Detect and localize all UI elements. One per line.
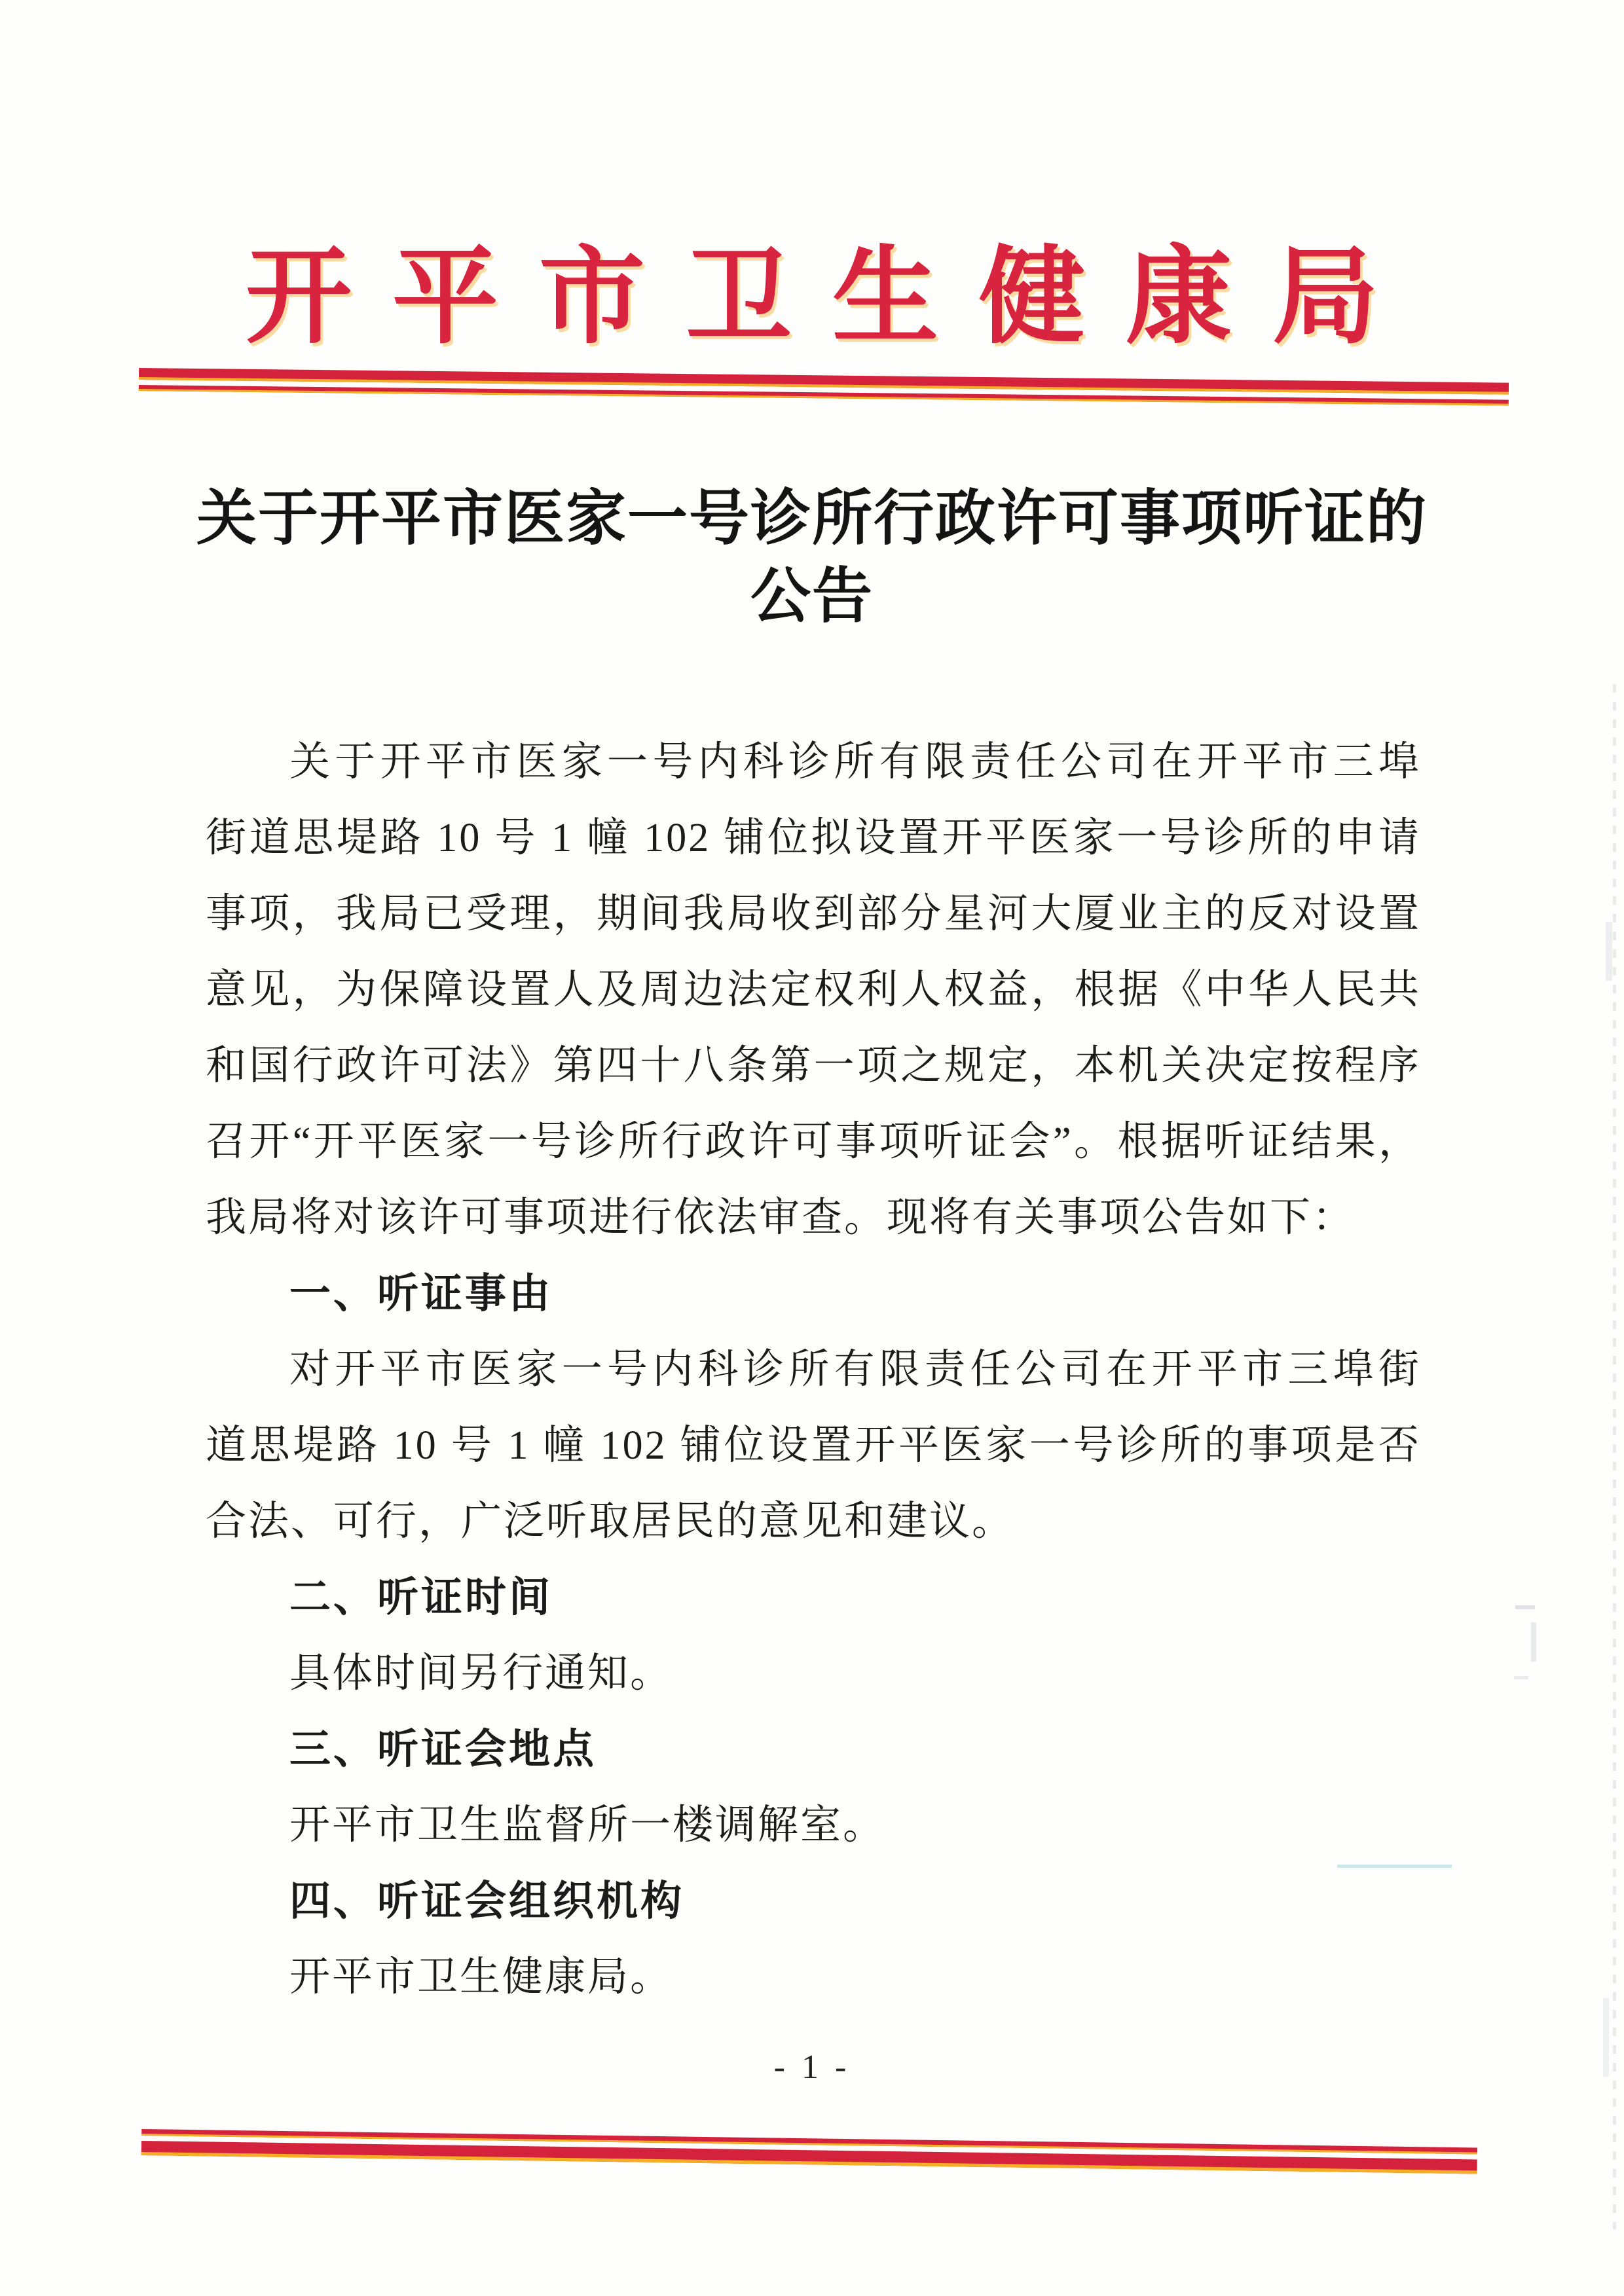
footer-separator-rule	[141, 2129, 1477, 2174]
paragraph-line: 开平市卫生健康局。	[289, 1955, 673, 1999]
scan-artifact	[1606, 922, 1612, 981]
paragraph-line: 事项，我局已受理，期间我局收到部分星河大厦业主的反对设置	[206, 892, 1421, 936]
paragraph-line: 合法、可行，广泛听取居民的意见和建议。	[206, 1499, 1015, 1544]
scan-artifact	[1531, 1622, 1536, 1662]
paragraph-line: 道思堤路 10 号 1 幢 102 铺位设置开平医家一号诊所的事项是否	[206, 1423, 1421, 1468]
document-title-line2: 公告	[750, 563, 874, 630]
paragraph-line: 召开“开平医家一号诊所行政许可事项听证会”。根据听证结果，	[206, 1120, 1421, 1164]
section-heading-2: 二、听证时间	[289, 1575, 553, 1620]
paragraph-line: 我局将对该许可事项进行依法审查。现将有关事项公告如下：	[206, 1195, 1356, 1240]
scan-artifact-edge-noise	[1613, 684, 1616, 2229]
agency-masthead	[0, 239, 1624, 358]
section-heading-4: 四、听证会组织机构	[289, 1878, 684, 1924]
section-heading-3: 三、听证会地点	[289, 1726, 597, 1772]
agency-masthead-title: 开平市卫生健康局	[246, 240, 1419, 357]
paragraph-line: 和国行政许可法》第四十八条第一项之规定，本机关决定按程序	[206, 1044, 1421, 1088]
paragraph-line: 意见，为保障设置人及周边法定权利人权益，根据《中华人民共	[206, 968, 1421, 1012]
scan-artifact	[1515, 1605, 1535, 1609]
paragraph-line: 街道思堤路 10 号 1 幢 102 铺位拟设置开平医家一号诊所的申请	[206, 816, 1421, 860]
paragraph-line: 开平市卫生监督所一楼调解室。	[289, 1803, 886, 1848]
document-body	[206, 724, 1421, 2015]
document-title-line1: 关于开平市医家一号诊所行政许可事项听证的	[196, 485, 1428, 552]
section-heading-1: 一、听证事由	[289, 1271, 553, 1317]
paragraph-line: 对开平市医家一号内科诊所有限责任公司在开平市三埠街	[289, 1347, 1421, 1392]
scan-artifact	[1514, 1676, 1528, 1679]
page-number: - 1 -	[773, 2049, 851, 2086]
document-title	[0, 480, 1624, 636]
paragraph-line: 关于开平市医家一号内科诊所有限责任公司在开平市三埠	[289, 740, 1421, 784]
masthead-separator-rule	[139, 368, 1509, 406]
paragraph-line: 具体时间另行通知。	[289, 1651, 673, 1696]
